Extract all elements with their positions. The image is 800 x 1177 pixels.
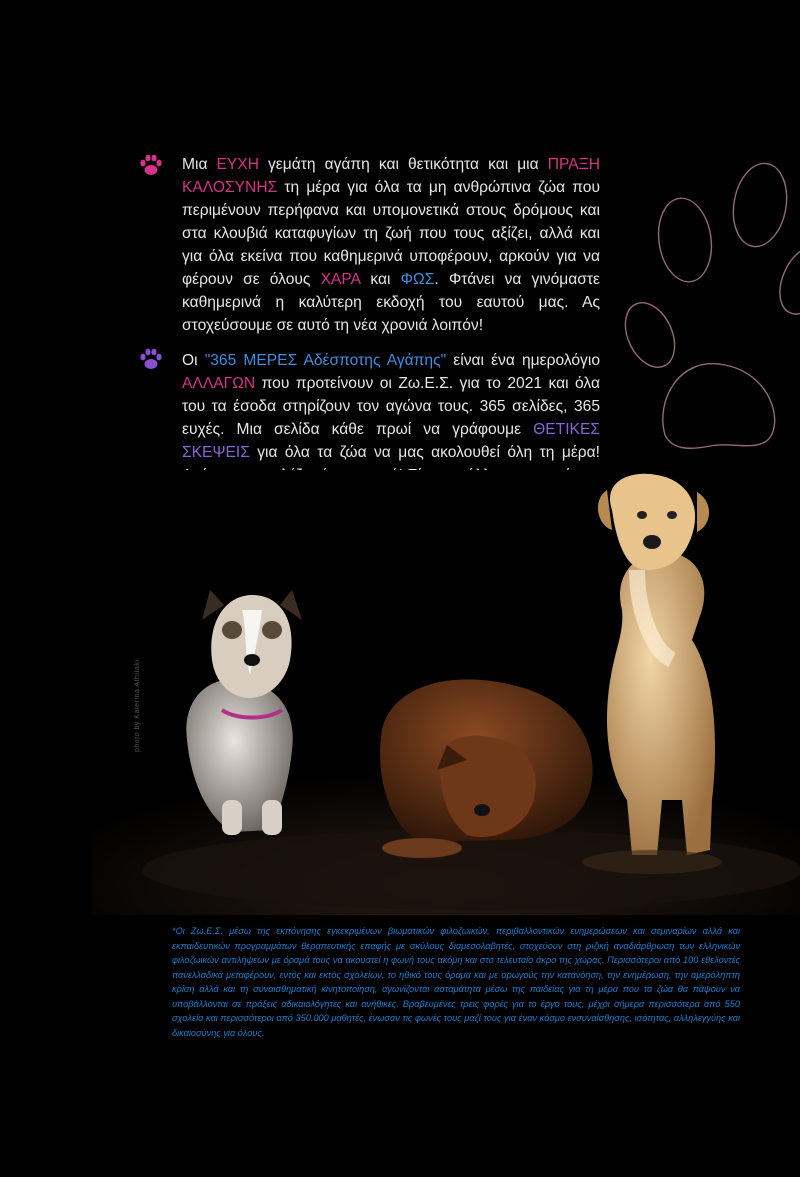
paragraph-wish <box>182 153 600 337</box>
text: γεμάτη αγάπη και θετικότητα και μια <box>258 156 548 173</box>
text: για όλα τα ζώα να μας ακολουθεί όλη τη μέρα! <box>257 444 600 461</box>
dogs-photo <box>92 470 800 915</box>
highlight-changes: ΑΛΛΑΓΩΝ <box>182 375 256 392</box>
text: που προτείνουν οι Ζω.Ε.Σ. για το 2021 και όλα του τα έσοδα στηρίζουν τον αγώνα τους. 365 σελίδες, 365 ευχές. Μια σελίδα κάθε πρωί να γράφουμε <box>182 375 600 438</box>
photo-credit: photo by Katerina Athitaki <box>134 659 141 752</box>
text: και <box>360 271 401 288</box>
highlight-wish: ΕΥΧΗ <box>216 156 259 173</box>
footnote: *Οι Ζω.Ε.Σ. μέσω της εκπόνησης εγκεκριμένων βιωματικών φιλοζωικών, περιβαλλοντικών ενημερώσεων και σεμιναρίων αλλά και εκπαιδευτικών προγραμμάτων θεραπευτικής επαφής με σκύλους διαμεσολαβητές, στοχεύουν στη ριζική αναδιάρθρωση των ελληνικών φιλοζωικών αντιλήψεων με όραμά τους να ακουστεί η φωνή τους ακόμη και στο τελευταίο άκρο της χώρας. Περισσότεροι από 100 εθελοντές πανελλαδικά μεταφέρουν, εντός και εκτός σχολείων, το ηθικό τους όραμα και με αρωγούς την κατανόηση, την ενημέρωση, την αμερόληπτη κρίση αλλά και τη συναισθηματική κινητοποίηση, αγωνίζονται ασταμάτητα μέσω της παιδείας για τη μέρα που τα ζώα θα πάψουν να υποβάλλονται σε πράξεις αδικαιολόγητες και ανήθικες. Βραβευμένες τρεις φορές για το έργο τους, μέχρι σήμερα περισσότερα από 550 σχολεία και περισσότεροι από 350.000 μαθητές, ένωσαν τις φωνές τους μαζί τους για έναν κόσμο ενσυναίσθησης, ισότητας, αλληλεγγύης και δικαιοσύνης για όλους. <box>172 926 740 1038</box>
text: Μια <box>182 156 217 173</box>
text: Οι <box>182 352 205 369</box>
paw-icon <box>138 346 164 372</box>
text: τη μέρα για όλα τα μη ανθρώπινα ζώα που περιμένουν περήφανα και υπομονετικά στους δρόμους και στα κλουβιά καταφυγίων τη ζωή που τους αξίζει, αλλά και για όλα εκείνα που καθημερινά υποφέρουν, αρκούν για να φέρουν σε όλους <box>182 179 600 288</box>
text: είναι ένα ημερολόγιο <box>446 352 600 369</box>
highlight-joy: ΧΑΡΑ <box>320 271 361 288</box>
highlight-positive-thoughts: ΘΕΤΙΚΕΣ ΣΚΕΨΕΙΣ <box>182 421 600 461</box>
highlight-calendar-title: "365 ΜΕΡΕΣ Αδέσποτης Αγάπης" <box>204 352 447 369</box>
highlight-kindness: ΠΡΑΞΗ ΚΑΛΟΣΥΝΗΣ <box>182 156 600 196</box>
highlight-light: ΦΩΣ <box>400 271 435 288</box>
text: . Φτάνει να γινόμαστε καθημερινά η καλύτερη εκδοχή του εαυτού μας. Ας στοχεύσουμε σε αυτό τη νέα χρονιά λοιπόν! <box>182 271 601 334</box>
paw-icon <box>138 152 164 178</box>
